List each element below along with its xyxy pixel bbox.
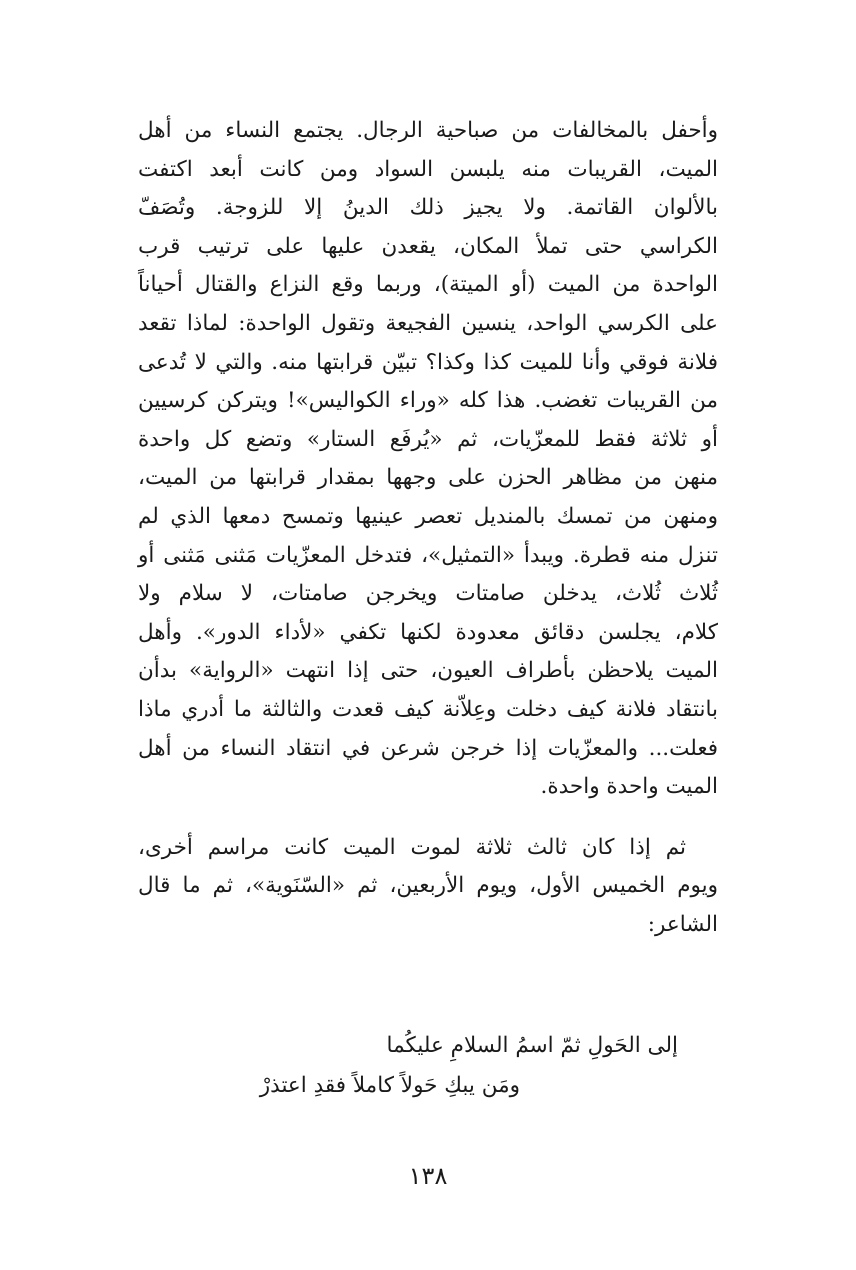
text-line: بانتقاد فلانة كيف دخلت وعِلاّنة كيف قعدت والثالثة ما أدري ماذا [138, 696, 718, 722]
text-line: أو ثلاثة فقط للمعزّيات، ثم «يُرفَع الستار» وتضع كل واحدة [138, 426, 718, 452]
text-line: ثم إذا كان ثالث ثلاثة لموت الميت كانت مراسم أخرى، [138, 834, 686, 860]
text-line: ويوم الخميس الأول، ويوم الأربعين، ثم «السّنَوية»، ثم ما قال [138, 873, 718, 899]
poem-verse-2: ومَن يبكِ حَولاً كاملاً فقدِ اعتذرْ [259, 1073, 520, 1098]
text-line: الميت، القريبات منه يلبسن السواد ومن كانت أبعد اكتفت [138, 156, 718, 182]
text-line: تنزل منه قطرة. ويبدأ «التمثيل»، فتدخل المعزّيات مَثنى مَثنى أو [138, 542, 718, 568]
text-line: ومنهن من تمسك بالمنديل تعصر عينيها وتمسح دمعها الذي لم [138, 503, 718, 529]
paragraph-spacer [138, 807, 718, 829]
text-line: كلام، يجلسن دقائق معدودة لكنها تكفي «لأداء الدور». وأهل [138, 619, 718, 645]
text-line: الكراسي حتى تملأ المكان، يقعدن عليها على ترتيب قرب [138, 233, 718, 259]
page-number: ١٣٨ [408, 1162, 448, 1190]
text-line: على الكرسي الواحد، ينسين الفجيعة وتقول الواحدة: لماذا تقعد [138, 310, 718, 336]
paragraph-1 [138, 112, 718, 807]
text-line: ثُلاث ثُلاث، يدخلن صامتات ويخرجن صامتات، لا سلام ولا [138, 581, 718, 607]
text-line: منهن من مظاهر الحزن على وجهها بمقدار قرابتها من الميت، [138, 465, 718, 491]
text-line: الواحدة من الميت (أو الميتة)، وربما وقع النزاع والقتال أحياناً [138, 272, 718, 298]
text-line: الميت واحدة واحدة. [540, 774, 718, 800]
body-text [138, 112, 718, 944]
text-line: من القريبات تغضب. هذا كله «وراء الكواليس»! ويتركن كرسيين [138, 388, 718, 414]
paragraph-2 [138, 829, 718, 945]
text-line: وأحفل بالمخالفات من صباحية الرجال. يجتمع النساء من أهل [138, 118, 718, 143]
text-line: الشاعر: [647, 911, 718, 937]
poem-verse-1: إلى الحَولِ ثمّ اسمُ السلامِ عليكُما [386, 1033, 678, 1058]
text-line: بالألوان القاتمة. ولا يجيز ذلك الدينُ إلا للزوجة. وتُصَفّ [138, 195, 718, 221]
text-line: فلانة فوقي وأنا للميت كذا وكذا؟ تبيّن قرابتها منه. والتي لا تُدعى [138, 349, 718, 375]
poem-verses [138, 1026, 718, 1106]
text-line: فعلت... والمعزّيات إذا خرجن شرعن في انتقاد النساء من أهل [138, 735, 718, 761]
text-line: الميت يلاحظن بأطراف العيون، حتى إذا انتهت «الرواية» بدأن [138, 658, 718, 684]
